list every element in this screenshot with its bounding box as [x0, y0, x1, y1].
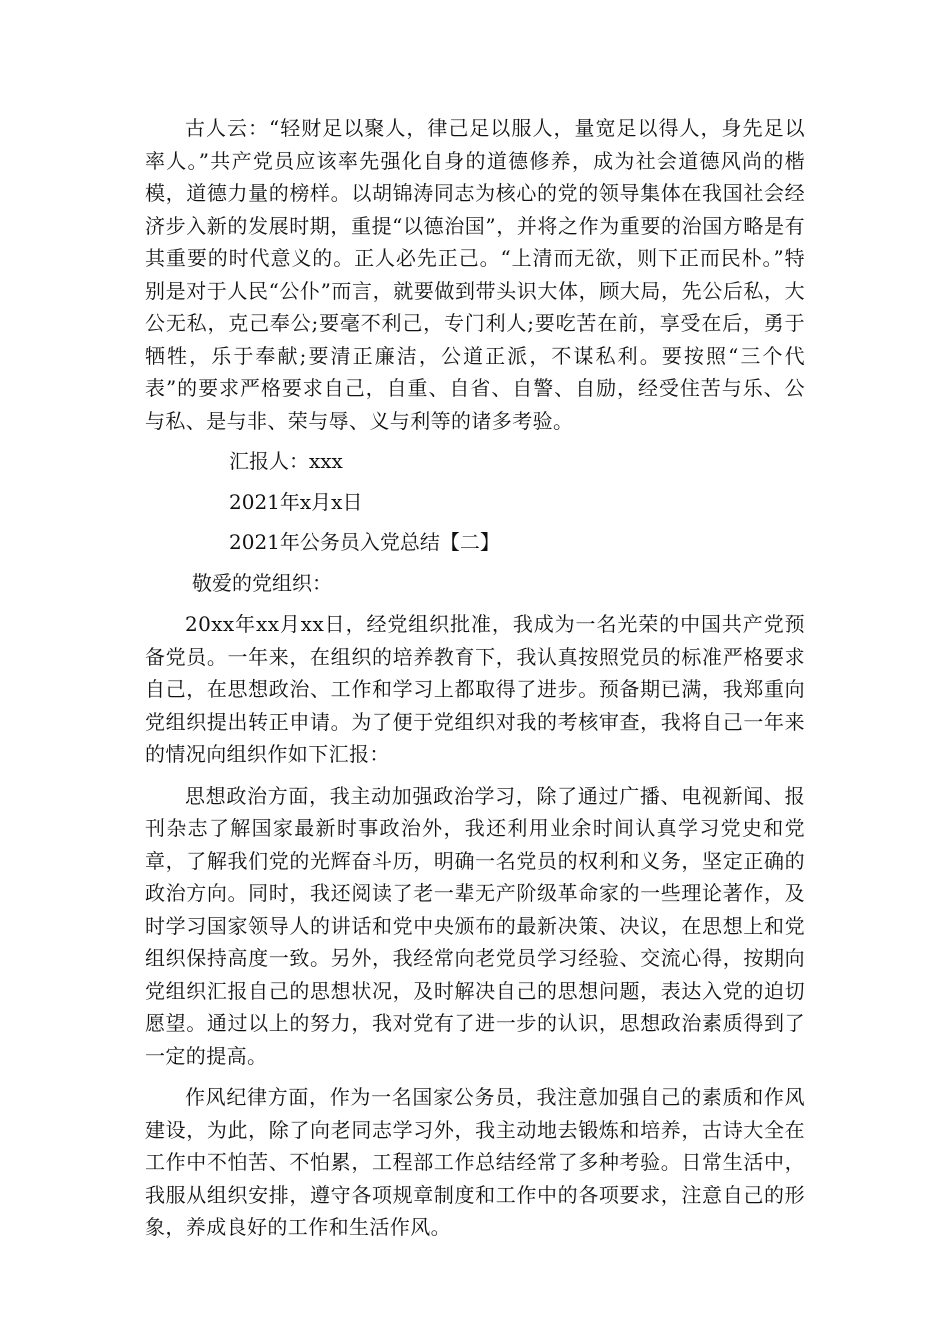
- reporter-line: 汇报人：xxx: [229, 449, 343, 473]
- paragraph-work-discipline: 作风纪律方面，作为一名国家公务员，我注意加强自己的素质和作风建设，为此，除了向老同志学习外，我主动地去锻炼和培养，古诗大全在工作中不怕苦、不怕累，工程部工作总结经常了多种考验。日常生活中，我服从组织安排，遵守各项规章制度和工作中的各项要求，注意自己的形象，养成良好的工作和生活作风。: [145, 1085, 805, 1239]
- paragraph-morality: 古人云：“轻财足以聚人，律己足以服人，量宽足以得人，身先足以率人。”共产党员应该率先强化自身的道德修养，成为社会道德风尚的楷模，道德力量的榜样。以胡锦涛同志为核心的党的领导集体在我国社会经济步入新的发展时期，重提“以德治国”，并将之作为重要的治国方略是有其重要的时代意义的。正人必先正己。“上清而无欲，则下正而民朴。”特别是对于人民“公仆”而言，就要做到带头识大体，顾大局，先公后私，大公无私，克己奉公;要毫不利己，专门利人;要吃苦在前，享受在后，勇于牺牲，乐于奉献;要清正廉洁，公道正派，不谋私利。要按照“三个代表”的要求严格要求自己，自重、自省、自警、自励，经受住苦与乐、公与私、是与非、荣与辱、义与利等的诸多考验。: [145, 116, 805, 433]
- document-body: [145, 112, 805, 1244]
- date-line: 2021年x月x日: [229, 489, 363, 514]
- section-title: 2021年公务员入党总结【二】: [229, 530, 500, 554]
- salutation: 敬爱的党组织：: [192, 570, 332, 595]
- paragraph-political-thought: 思想政治方面，我主动加强政治学习，除了通过广播、电视新闻、报刊杂志了解国家最新时事政治外，我还利用业余时间认真学习党史和党章，了解我们党的光辉奋斗历，明确一名党员的权利和义务，坚定正确的政治方向。同时，我还阅读了老一辈无产阶级革命家的一些理论著作，及时学习国家领导人的讲话和党中央颁布的最新决策、决议，在思想上和党组织保持高度一致。另外，我经常向老党员学习经验、交流心得，按期向党组织汇报自己的思想状况，及时解决自己的思想问题，表达入党的迫切愿望。通过以上的努力，我对党有了进一步的认识，思想政治素质得到了一定的提高。: [145, 783, 805, 1068]
- paragraph-introduction: 20xx年xx月xx日，经党组织批准，我成为一名光荣的中国共产党预备党员。一年来，在组织的培养教育下，我认真按照党员的标准严格要求自己，在思想政治、工作和学习上都取得了进步。预备期已满，我郑重向党组织提出转正申请。为了便于党组织对我的考核审查，我将自己一年来的情况向组织作如下汇报：: [145, 612, 805, 766]
